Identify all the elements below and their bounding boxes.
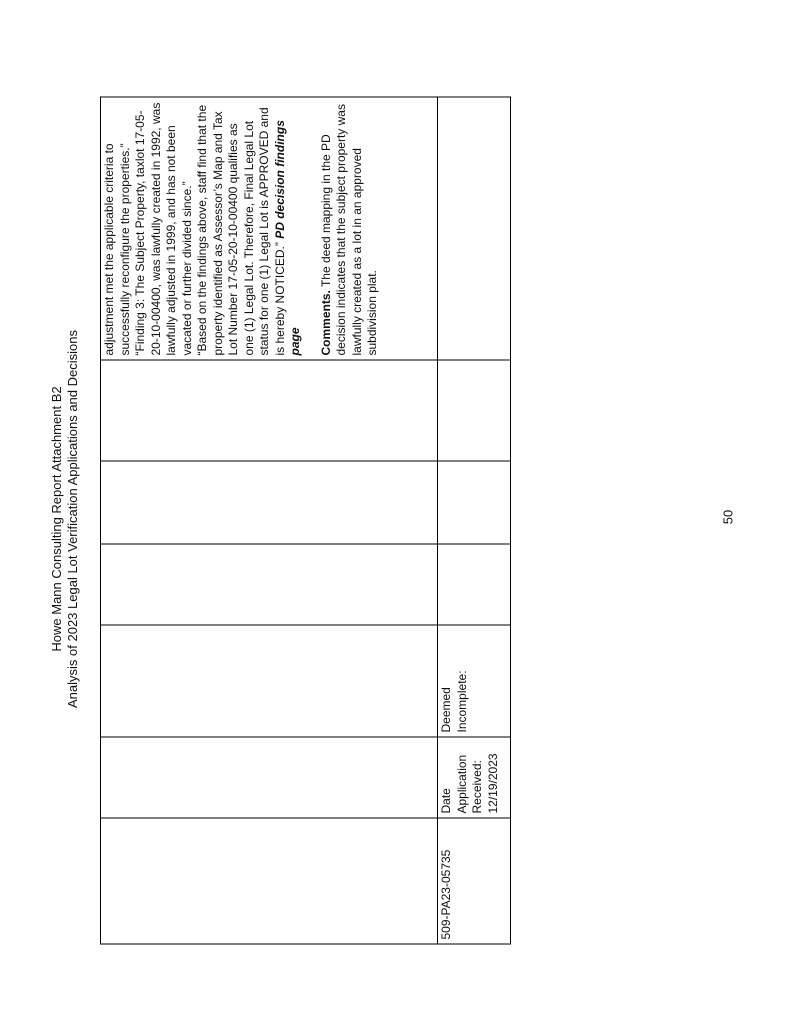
table-cell (101, 544, 438, 625)
table-row (101, 97, 438, 944)
table-cell (101, 818, 438, 944)
header-subtitle: Analysis of 2023 Legal Lot Verification Applications and Decisions (65, 330, 80, 708)
date-received: Date Application Received: 12/19/2023 (438, 737, 511, 818)
comments-text: The deed mapping in the PD decision indicates that the subject property was lawfully created as a lot in an approved subdivision plat. (318, 103, 379, 355)
comments-label: Comments. (318, 289, 333, 355)
findings-cell (101, 97, 438, 360)
table-cell (101, 461, 438, 544)
findings-source: PD decision findings page (272, 119, 302, 355)
table-cell (101, 625, 438, 737)
table-cell (101, 360, 438, 461)
page-number: 50 (720, 509, 736, 525)
file-number: 509-PA23-05735 (438, 818, 511, 944)
application-status: Deemed Incomplete: (438, 625, 511, 737)
findings-text: “Based on the findings above, staff find that the property identified as Assessor’s Map and Tax Lot Number 17-05-20-10-00400 qualifies as one (1) Legal Lot. Therefore, Final Legal Lot status for one (1) Legal Lot is APPROVED and is hereby NOTICED.” (195, 104, 287, 355)
page-header (49, 324, 95, 714)
table-cell (438, 97, 511, 360)
lot-verification-table (100, 97, 506, 944)
table-cell (438, 544, 511, 625)
findings-paragraph: adjustment met the applicable criteria to successfully reconfigure the properties.” (102, 142, 132, 355)
table-row (438, 97, 511, 944)
comments-paragraph (319, 101, 381, 355)
table-cell (438, 461, 511, 544)
findings-paragraph: “Finding 3: The Subject Property, taxlot 17-05-20-10-00400, was lawfully created in 1992, was lawfully adjusted in 1999, and has not been vacated or further divided since.” (133, 102, 194, 355)
table-cell (438, 360, 511, 461)
findings-paragraph (195, 101, 304, 355)
header-title: Howe Mann Consulting Report Attachment B2 (49, 386, 64, 652)
table-cell (101, 737, 438, 818)
